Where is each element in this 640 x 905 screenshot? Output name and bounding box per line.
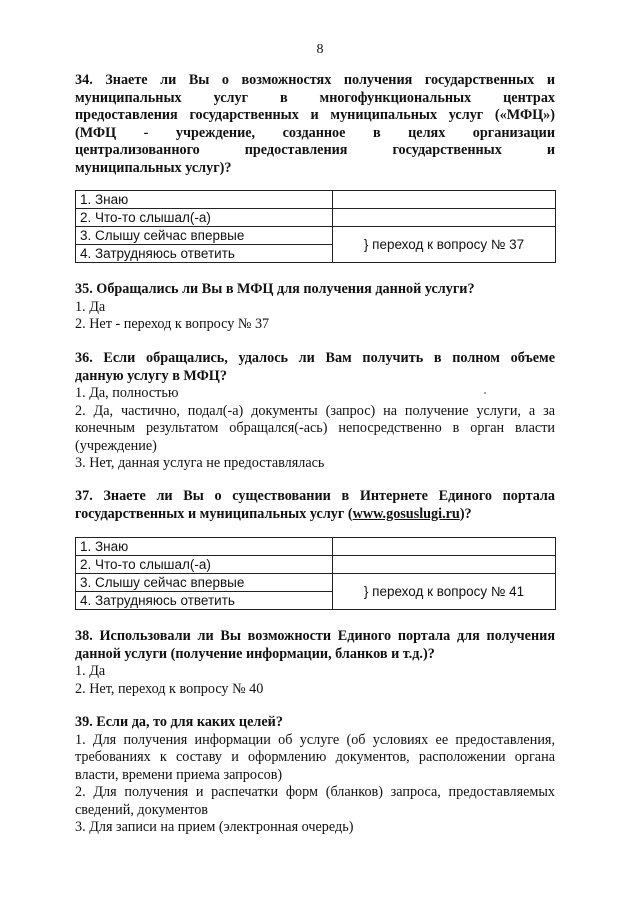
question-34-title: [75, 72, 555, 177]
blank-cell: [333, 209, 556, 227]
answer-option[interactable]: 2. Да, частично, подал(-а) документы (запрос) на получение услуги, а за конечным результатом обращался(-ась) непосредственно в орган власти (учреждение): [75, 402, 555, 454]
question-37-options-table: [75, 537, 556, 610]
answer-option[interactable]: 1. Да: [75, 298, 106, 315]
option-cell[interactable]: 2. Что-то слышал(-а): [76, 209, 333, 227]
blank-cell: [333, 556, 556, 574]
question-36-title-line: данную услугу в МФЦ?: [75, 367, 227, 384]
option-cell[interactable]: 4. Затрудняюсь ответить: [76, 592, 333, 610]
question-39-title: 39. Если да, то для каких целей?: [75, 714, 283, 730]
answer-option[interactable]: 1. Для получения информации об услуге (об условиях ее предоставления, требованиях к составу и оформлению документов, расположении органа власти, времени приема запросов): [75, 731, 555, 783]
scan-speck: [484, 392, 486, 394]
table-row: [76, 574, 556, 592]
answer-option[interactable]: 2. Для получения и распечатки форм (бланков) запроса, предоставляемых сведений, документов: [75, 784, 555, 818]
table-row: [76, 191, 556, 209]
answer-option[interactable]: 3. Нет, данная услуга не предоставлялась: [75, 455, 325, 471]
question-36-title: [75, 350, 555, 385]
blank-cell: [333, 191, 556, 209]
question-36-title-line: 36. Если обращались, удалось ли Вам получить в полном объеме: [75, 350, 555, 366]
answer-option[interactable]: 1. Да: [75, 663, 106, 679]
table-row: [76, 538, 556, 556]
table-row: [76, 556, 556, 574]
question-35: [75, 281, 555, 334]
option-cell[interactable]: 2. Что-то слышал(-а): [76, 556, 333, 574]
question-38-title: [75, 628, 555, 663]
question-34: [75, 72, 555, 177]
skip-note: } переход к вопросу № 37: [333, 227, 556, 263]
answer-option[interactable]: 2. Нет - переход к вопросу № 37: [75, 316, 270, 332]
question-34-title-line: предоставления государственных и муниципальных услуг («МФЦ»): [75, 107, 555, 123]
portal-link[interactable]: www.gosuslugi.ru: [352, 505, 460, 522]
question-34-options-table: [75, 190, 556, 263]
option-cell[interactable]: 3. Слышу сейчас впервые: [76, 574, 333, 592]
answer-option[interactable]: 2. Нет, переход к вопросу № 40: [75, 680, 264, 697]
option-cell[interactable]: 1. Знаю: [76, 191, 333, 209]
question-37-title-line: 37. Знаете ли Вы о существовании в Интернете Единого портала: [75, 488, 555, 504]
option-cell[interactable]: 3. Слышу сейчас впервые: [76, 227, 333, 245]
skip-note: } переход к вопросу № 41: [333, 574, 556, 610]
blank-cell: [333, 538, 556, 556]
question-37-title-line: [75, 506, 555, 524]
question-34-title-line: централизованного предоставления государственных и: [75, 142, 555, 158]
answer-option[interactable]: 3. Для записи на прием (электронная очередь): [75, 819, 354, 835]
question-39: [75, 714, 555, 837]
answer-option[interactable]: 1. Да, полностью: [75, 385, 179, 401]
question-34-title-line: муниципальных услуг в многофункциональных центрах: [75, 89, 555, 106]
page-number: 8: [316, 42, 324, 57]
question-34-title-line: муниципальных услуг)?: [75, 159, 232, 176]
option-cell[interactable]: 4. Затрудняюсь ответить: [76, 245, 333, 263]
title-text: государственных и муниципальных услуг (: [75, 505, 353, 522]
title-text: )?: [459, 505, 472, 522]
question-38-title-line: 38. Использовали ли Вы возможности Единого портала для получения: [75, 628, 555, 644]
question-35-title: 35. Обращались ли Вы в МФЦ для получения данной услуги?: [75, 281, 475, 297]
table-row: [76, 227, 556, 245]
option-cell[interactable]: 1. Знаю: [76, 538, 333, 556]
question-36: [75, 350, 555, 473]
question-37: [75, 488, 555, 523]
question-38-title-line: данной услуги (получение информации, бланков и т.д.)?: [75, 645, 435, 662]
question-34-title-line: 34. Знаете ли Вы о возможностях получения государственных и: [75, 72, 555, 88]
table-row: [76, 209, 556, 227]
question-37-title: [75, 488, 555, 523]
question-38: [75, 628, 555, 698]
question-34-title-line: (МФЦ - учреждение, созданное в целях организации: [75, 124, 555, 141]
